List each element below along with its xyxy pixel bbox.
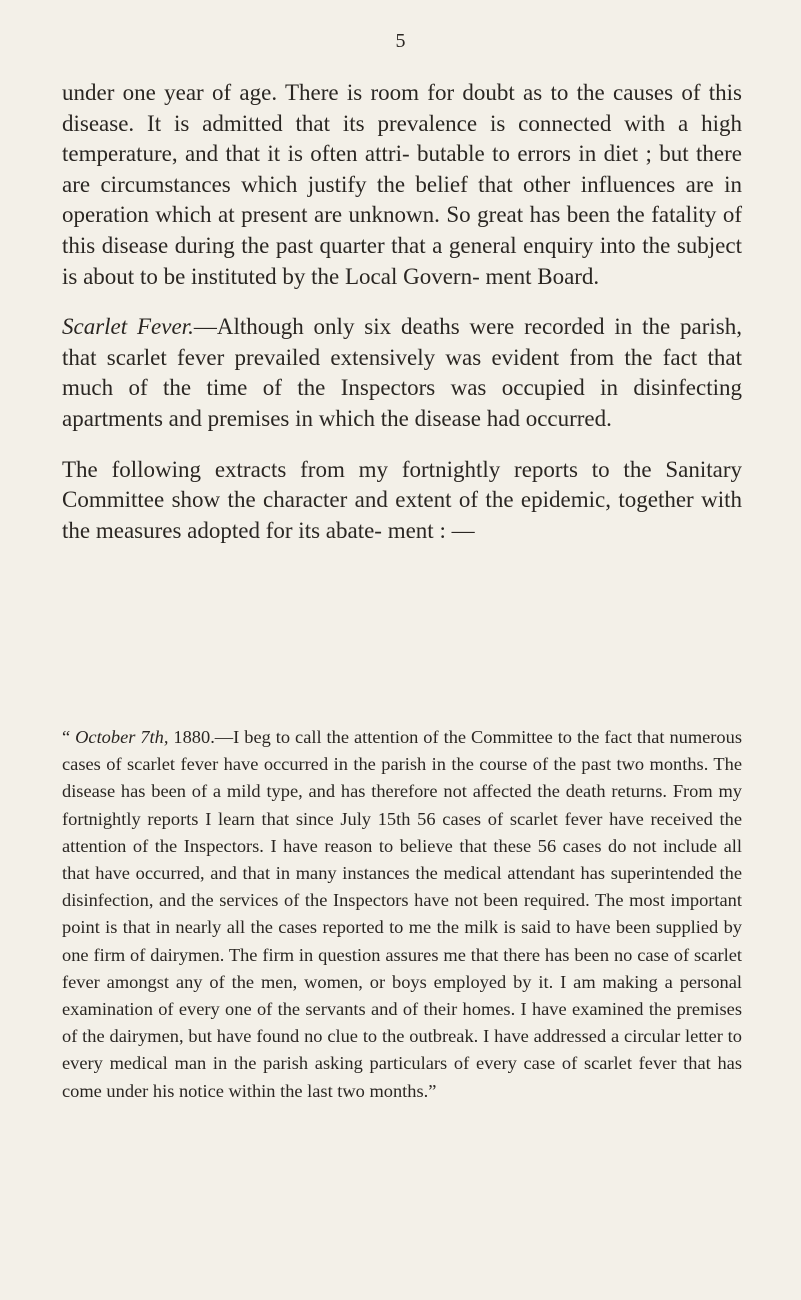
paragraph-extracts-intro [62, 455, 742, 547]
paragraph-spacer [62, 292, 742, 312]
report-extract-quote [62, 724, 742, 1105]
paragraph-text: The following extracts from my fortnightly reports to the Sanitary Committee show the character and extent of the epidemic, together with the measures adopted for its abate- ment : — [62, 456, 742, 543]
quote-open-mark: “ [62, 727, 76, 747]
body-text [62, 78, 742, 546]
paragraph-infant-disease [62, 78, 742, 292]
section-heading-scarlet-fever: Scarlet Fever. [62, 314, 194, 340]
quote-date: October 7th, [75, 727, 169, 747]
page-number: 5 [395, 30, 406, 52]
quote-text: 1880.—I beg to call the attention of the Committee to the fact that numerous cases of scarlet fever have occurred in the parish in the course of the past two months. The disease has been of a mild type, and has therefore not affected the death returns. From my fortnightly reports I learn that since July 15th 56 cases of scarlet fever have received the attention of the Inspectors. I have reason to believe that these 56 cases do not include all that have occurred, and that in many instances the medical attendant has superintended the disinfection, and the services of the Inspectors have not been required. The most important point is that in nearly all the cases reported to me the milk is said to have been supplied by one firm of dairymen. The firm in question assures me that there has been no case of scarlet fever amongst any of the men, women, or boys employed by it. I am making a personal examination of every one of the servants and of their homes. I have examined the premises of the dairymen, but have found no clue to the outbreak. I have addressed a circular letter to every medical man in the parish asking particulars of every case of scarlet fever that has come under his notice within the last two months.” [62, 727, 742, 1101]
paragraph-text: —Although only six deaths were recorded in the parish, that scarlet fever prevailed extensively was evident from the fact that much of the time of the Inspectors was occupied in disinfecting apartments and premises in which the disease had occurred. [62, 314, 742, 431]
paragraph-text: under one year of age. There is room for doubt as to the causes of this disease. It is admitted that its prevalence is connected with a high temperature, and that it is often attri- butable to errors in diet ; but there are circumstances which justify the belief that other influences are in operation which at present are unknown. So great has been the fatality of this disease during the past quarter that a general enquiry into the subject is about to be instituted by the Local Govern- ment Board. [62, 80, 742, 289]
paragraph-spacer [62, 435, 742, 455]
paragraph-scarlet-fever [62, 312, 742, 434]
